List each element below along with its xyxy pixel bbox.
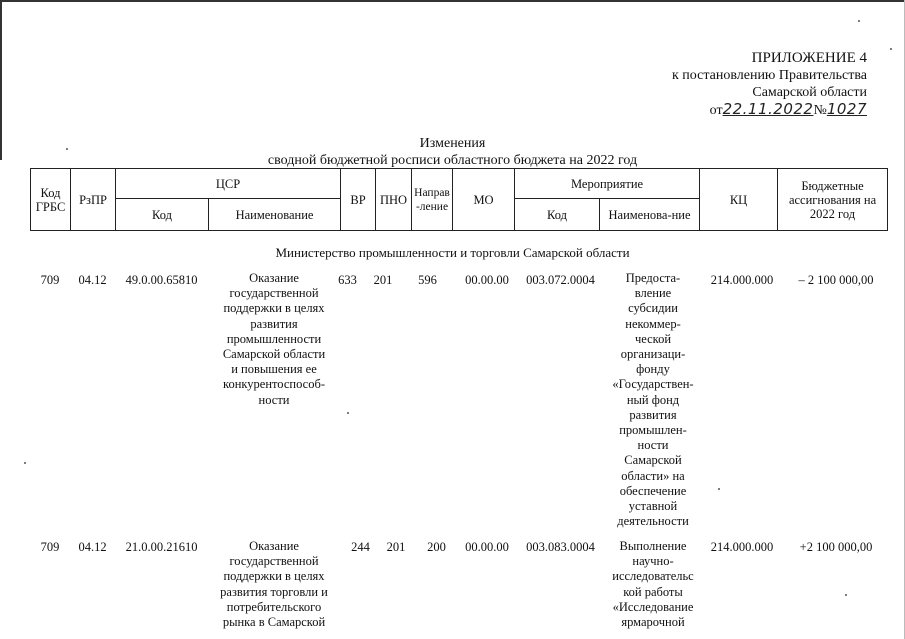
row-csr-kod: 49.0.00.65810 <box>125 273 198 287</box>
ministry-name: Министерство промышленности и торговли Самарской области <box>275 245 630 260</box>
header-csr: ЦСР <box>116 169 341 199</box>
text-line: вление <box>634 286 672 301</box>
header-merop-kod: Код <box>515 199 600 231</box>
scan-border-top <box>0 0 905 2</box>
header-mo: МО <box>453 169 515 231</box>
text-line: Самарской области <box>222 347 326 362</box>
text-line: развития <box>629 407 677 422</box>
number-label: № <box>813 103 827 118</box>
row-pno: 201 <box>386 540 406 554</box>
scan-speck <box>858 20 860 22</box>
text-line: уставной <box>628 499 678 514</box>
row-mo: 00.00.00 <box>465 273 509 287</box>
row-pno: 201 <box>373 273 393 287</box>
text-line: ческой <box>634 331 672 346</box>
row-merop-name <box>603 271 703 529</box>
text-line: потребительского <box>226 599 322 614</box>
row-merop-kod: 003.072.0004 <box>526 273 595 287</box>
text-line: ности <box>258 392 290 407</box>
appendix-block <box>672 50 867 119</box>
text-line: ярмарочной <box>621 615 685 630</box>
text-line: ный фонд <box>626 392 680 407</box>
text-line: рынка в Самарской <box>222 615 326 630</box>
header-csr-name: Наименование <box>209 199 341 231</box>
text-line: обеспечение <box>619 483 687 498</box>
text-line: научно- <box>632 554 674 569</box>
row-napr: 200 <box>427 540 446 554</box>
header-csr-kod: Код <box>116 199 209 231</box>
row-rzpr: 04.12 <box>78 273 107 287</box>
header-kc: КЦ <box>700 169 778 231</box>
row-csr-name <box>208 271 340 408</box>
row-csr-name <box>208 539 340 630</box>
row-kc: 214.000.000 <box>710 540 774 554</box>
scan-speck <box>890 48 892 50</box>
text-line: конкурентоспособ- <box>223 377 325 392</box>
text-line: развития торговли и <box>220 584 328 599</box>
text-line: исследовательс <box>612 569 694 584</box>
text-line: субсидии <box>628 301 678 316</box>
row-vr: 244 <box>351 540 370 554</box>
header-merop-name: Наименова-ние <box>600 199 700 231</box>
row-csr-kod: 21.0.00.21610 <box>125 540 198 554</box>
text-line: Оказание <box>249 271 299 285</box>
text-line: некоммер- <box>625 316 681 331</box>
handwritten-date: 22.11.2022 <box>722 100 814 118</box>
text-line: промышлен- <box>619 423 687 438</box>
appendix-line1: к постановлению Правительства <box>671 68 867 83</box>
text-line: организаци- <box>620 347 686 362</box>
row-vr: 633 <box>338 273 357 287</box>
row-rzpr: 04.12 <box>78 540 107 554</box>
header-pno: ПНО <box>376 169 412 231</box>
text-line: Выполнение <box>619 539 687 553</box>
document-title-line2: сводной бюджетной росписи областного бюджета на 2022 год <box>267 153 638 168</box>
row-mo: 00.00.00 <box>465 540 509 554</box>
header-napr: Направ -ление <box>412 169 453 231</box>
row-merop-name <box>603 539 703 630</box>
text-line: ности <box>637 438 669 453</box>
document-title-line1: Изменения <box>419 136 486 151</box>
scan-speck <box>24 462 26 464</box>
document-title <box>0 135 905 169</box>
scan-speck <box>718 488 720 490</box>
text-line: государственной <box>229 286 319 301</box>
row-amount: +2 100 000,00 <box>799 540 873 554</box>
text-line: Оказание <box>249 539 299 553</box>
text-line: развития <box>250 316 298 331</box>
budget-table-header <box>30 168 888 231</box>
text-line: Предоста- <box>625 271 681 285</box>
text-line: «Исследование <box>612 599 694 614</box>
scan-speck <box>845 594 847 596</box>
scan-speck <box>347 412 349 414</box>
text-line: государственной <box>229 554 319 569</box>
header-budget: Бюджетные ассигнования на 2022 год <box>778 169 888 231</box>
row-grbs: 709 <box>40 540 60 554</box>
from-label: от <box>709 103 723 118</box>
text-line: поддержки в целях <box>223 569 325 584</box>
text-line: фонду <box>636 362 670 377</box>
row-napr: 596 <box>418 273 437 287</box>
header-merop: Мероприятие <box>515 169 700 199</box>
text-line: кой работы <box>623 584 683 599</box>
text-line: Самарской <box>624 453 682 468</box>
row-grbs: 709 <box>40 273 60 287</box>
text-line: «Государствен- <box>612 377 694 392</box>
text-line: поддержки в целях <box>223 301 325 316</box>
text-line: деятельности <box>617 514 689 529</box>
row-amount: – 2 100 000,00 <box>798 273 874 287</box>
header-rzpr: РзПР <box>71 169 116 231</box>
header-kod-grbs: Код ГРБС <box>31 169 71 231</box>
text-line: области» на <box>621 468 685 483</box>
header-vr: ВР <box>341 169 376 231</box>
row-kc: 214.000.000 <box>710 273 774 287</box>
appendix-line2: Самарской области <box>752 85 867 100</box>
appendix-date-line <box>710 101 867 119</box>
row-merop-kod: 003.083.0004 <box>526 540 595 554</box>
text-line: промышленности <box>226 331 322 346</box>
appendix-title: ПРИЛОЖЕНИЕ 4 <box>751 50 867 66</box>
handwritten-number: 1027 <box>826 100 867 118</box>
text-line: и повышения ее <box>231 362 317 377</box>
